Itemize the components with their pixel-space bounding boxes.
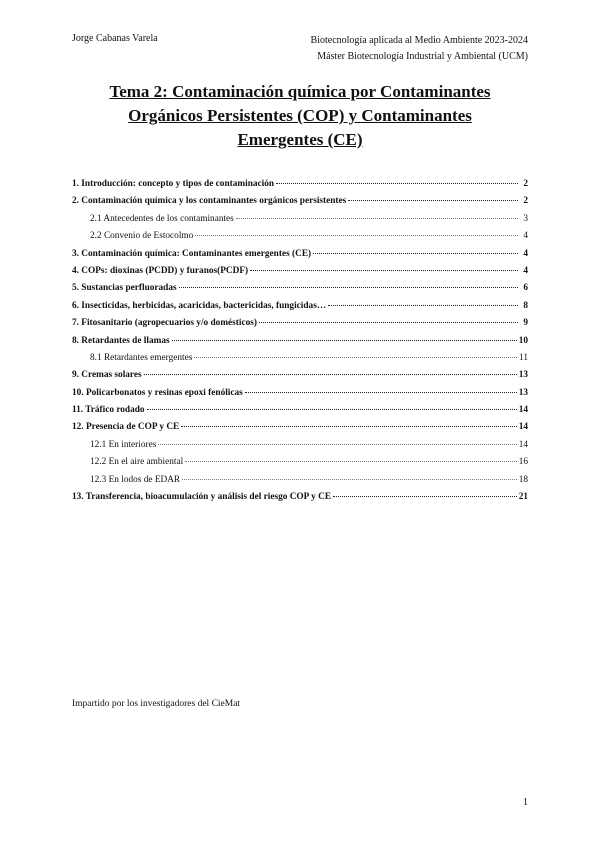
toc-entry[interactable] — [72, 301, 528, 318]
document-title — [72, 80, 528, 152]
header-course-info — [311, 33, 528, 65]
toc-entry[interactable] — [72, 196, 528, 213]
toc-dot-leader — [245, 392, 517, 393]
toc-entry[interactable] — [72, 283, 528, 300]
toc-dot-leader — [250, 270, 518, 271]
toc-entry[interactable] — [72, 388, 528, 405]
toc-entry-label: 6. Insecticidas, herbicidas, acaricidas, bactericidas, fungicidas… — [72, 300, 327, 311]
toc-entry-label: 13. Transferencia, bioacumulación y análisis del riesgo COP y CE — [72, 492, 332, 503]
toc-entry-label: 5. Sustancias perfluoradas — [72, 283, 177, 294]
toc-entry-page: 14 — [518, 422, 528, 433]
toc-entry-page: 10 — [518, 335, 528, 346]
toc-entry-label: 12.2 En el aire ambiental — [90, 457, 184, 468]
toc-entry-label: 1. Introducción: concepto y tipos de contaminación — [72, 179, 275, 189]
toc-entry-label: 2.1 Antecedentes de los contaminantes — [90, 213, 234, 224]
header-course: Biotecnología aplicada al Medio Ambiente 2023-2024 — [310, 35, 528, 46]
toc-entry[interactable] — [72, 475, 528, 492]
table-of-contents — [72, 179, 528, 509]
toc-entry[interactable] — [72, 214, 528, 231]
toc-dot-leader — [236, 218, 518, 219]
toc-entry-page: 21 — [518, 492, 528, 503]
toc-entry-page: 14 — [518, 439, 528, 450]
toc-entry-label: 10. Policarbonatos y resinas epoxi fenólicas — [72, 387, 243, 398]
toc-entry-label: 12. Presencia de COP y CE — [72, 422, 180, 433]
toc-dot-leader — [185, 461, 517, 462]
toc-entry[interactable] — [72, 422, 528, 439]
toc-entry-label: 11. Tráfico rodado — [72, 405, 145, 416]
toc-dot-leader — [147, 409, 517, 410]
toc-entry[interactable] — [72, 370, 528, 387]
toc-dot-leader — [172, 340, 517, 341]
toc-entry-page: 4 — [523, 231, 528, 242]
toc-entry[interactable] — [72, 266, 528, 283]
toc-entry-page: 16 — [518, 457, 528, 468]
toc-entry-label: 2. Contaminación química y los contaminantes orgánicos persistentes — [72, 196, 347, 207]
toc-entry-label: 8. Retardantes de llamas — [72, 335, 170, 346]
toc-dot-leader — [259, 322, 518, 323]
page-number: 1 — [523, 797, 528, 808]
toc-entry-label: 12.3 En lodos de EDAR — [90, 474, 181, 485]
toc-entry[interactable] — [72, 353, 528, 370]
toc-entry-page: 13 — [518, 387, 528, 398]
toc-entry-label: 2.2 Convenio de Estocolmo — [90, 231, 194, 242]
title-line-2: Orgánicos Persistentes (COP) y Contaminantes — [128, 106, 472, 125]
toc-dot-leader — [179, 287, 518, 288]
toc-entry[interactable] — [72, 336, 528, 353]
toc-dot-leader — [348, 200, 518, 201]
title-line-1: Tema 2: Contaminación química por Contaminantes — [109, 82, 491, 101]
toc-entry[interactable] — [72, 318, 528, 335]
header-author: Jorge Cabanas Varela — [72, 33, 158, 44]
toc-dot-leader — [182, 479, 517, 480]
toc-entry[interactable] — [72, 492, 528, 509]
toc-entry-page: 4 — [523, 265, 528, 276]
toc-entry-page: 13 — [518, 370, 528, 381]
toc-entry-page: 18 — [518, 474, 528, 485]
toc-dot-leader — [181, 426, 516, 427]
toc-dot-leader — [276, 183, 518, 184]
toc-entry-page: 2 — [523, 196, 528, 207]
toc-dot-leader — [195, 235, 518, 236]
toc-dot-leader — [333, 496, 517, 497]
toc-entry-page: 3 — [523, 213, 528, 224]
toc-entry-page: 6 — [523, 283, 528, 294]
toc-entry-label: 4. COPs: dioxinas (PCDD) y furanos(PCDF) — [72, 265, 249, 276]
toc-entry[interactable] — [72, 440, 528, 457]
toc-entry-label: 9. Cremas solares — [72, 370, 142, 381]
toc-dot-leader — [313, 253, 518, 254]
toc-entry-page: 4 — [523, 248, 528, 259]
toc-entry-page: 2 — [523, 179, 528, 189]
toc-entry-page: 11 — [519, 352, 528, 363]
toc-entry-label: 3. Contaminación química: Contaminantes emergentes (CE) — [72, 248, 312, 259]
toc-entry-page: 14 — [518, 405, 528, 416]
toc-dot-leader — [158, 444, 516, 445]
footer-note: Impartido por los investigadores del CieMat — [72, 699, 241, 709]
toc-entry-label: 8.1 Retardantes emergentes — [90, 352, 193, 363]
toc-entry[interactable] — [72, 457, 528, 474]
toc-entry[interactable] — [72, 231, 528, 248]
toc-entry[interactable] — [72, 405, 528, 422]
toc-entry[interactable] — [72, 179, 528, 196]
toc-entry-label: 12.1 En interiores — [90, 439, 157, 450]
toc-entry-page: 9 — [523, 318, 528, 329]
header-program: Máster Biotecnología Industrial y Ambiental (UCM) — [317, 51, 528, 62]
toc-entry-page: 8 — [523, 300, 528, 311]
title-line-3: Emergentes (CE) — [237, 130, 363, 149]
toc-entry[interactable] — [72, 249, 528, 266]
toc-dot-leader — [194, 357, 517, 358]
toc-entry-label: 7. Fitosanitario (agropecuarios y/o domésticos) — [72, 318, 257, 329]
toc-dot-leader — [144, 374, 517, 375]
toc-dot-leader — [328, 305, 518, 306]
